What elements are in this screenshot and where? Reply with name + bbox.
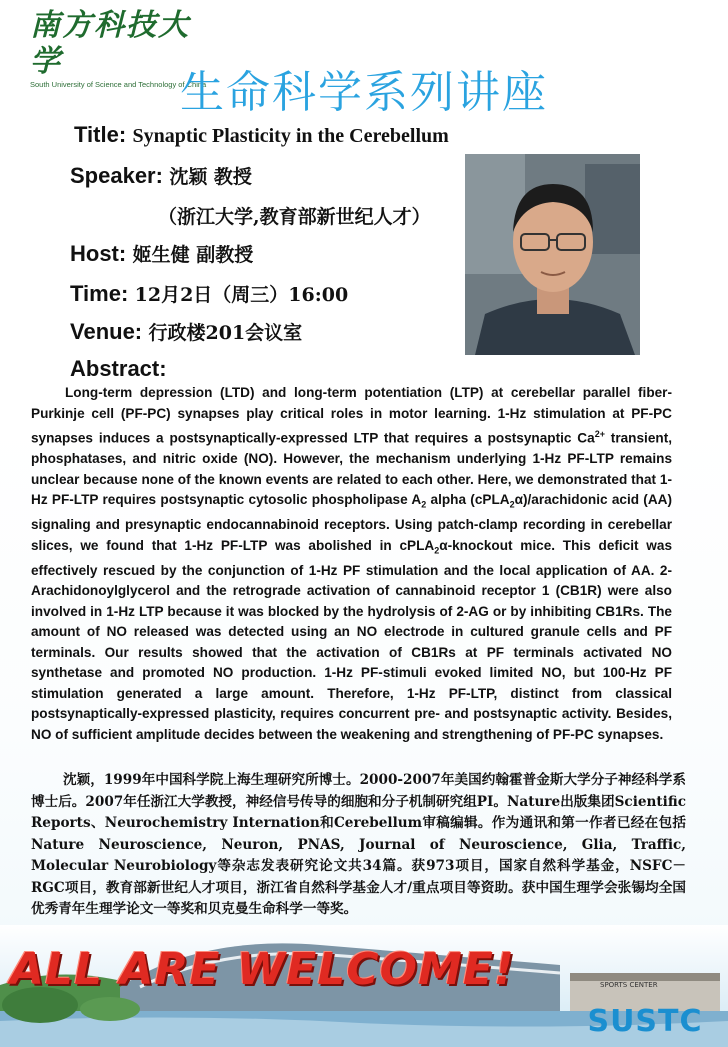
logo-english-name: South University of Science and Technology of China — [30, 80, 207, 89]
venue-value: 行政楼201会议室 — [148, 322, 303, 344]
sustc-logo-text: SUSTC — [587, 1004, 703, 1039]
welcome-banner-text: ALL ARE WELCOME! — [10, 944, 515, 995]
university-logo — [30, 8, 220, 89]
title-label: Title: — [74, 122, 127, 147]
speaker-biography: 沈颖，1999年中国科学院上海生理研究所博士。2000-2007年美国约翰霍普金斯大学分子神经科学系博士后。2007年任浙江大学教授，神经信号传导的细胞和分子机制研究组PI。Nature出版集团Scientific Reports、Neurochemistry Internation和Cerebellum审稿编辑。作为通讯和第一作者已经在包括Nature Neuroscience, Neuron, PNAS, Journal of Neuroscience, Glia, Traffic, Molecular Neurobiology等杂志发表研究论文共34篇。获973项目，国家自然科学基金，NSFC－RGC项目，教育部新世纪人才项目，浙江省自然科学基金人才/重点项目等资助。获中国生理学会张锡均全国优秀青年生理学论文一等奖和贝克曼生命科学一等奖。 — [31, 772, 686, 917]
abstract-sub-a2: 2 — [421, 499, 427, 510]
logo-chinese-name: 南方科技大学 — [30, 8, 190, 79]
time-label: Time: — [70, 281, 129, 306]
abstract-label: Abstract: — [70, 356, 167, 381]
abstract-heading-row — [70, 356, 167, 382]
abstract-sub-cpla-1: 2 — [509, 499, 515, 510]
time-value: 12月2日（周三）16:00 — [134, 284, 349, 306]
speaker-affiliation: （浙江大学,教育部新世纪人才） — [158, 206, 431, 228]
abstract-part-2: transient, phosphatases, and nitric oxide (NO). However, the mechanism underlying 1-Hz PF-LTP remains unclear because none of the known events are related to each other. Here, we demonstrated that 1-Hz PF-LTP requires postsynaptic cytosolic phospholipase A — [31, 430, 672, 508]
time-row — [70, 280, 348, 307]
abstract-part-4: α)/arachidonic acid (AA) signaling and presynaptic endocannabinoid receptors. Using patch-clamp recording in cerebellar slices, we found that 1-Hz PF-LTP was abolished in cPLA — [31, 492, 672, 553]
banner-sign-text: SPORTS CENTER — [600, 981, 658, 989]
host-value: 姬生健 副教授 — [132, 244, 254, 266]
speaker-row — [70, 162, 252, 189]
host-label: Host: — [70, 241, 127, 266]
abstract-sup-ca: 2+ — [594, 429, 605, 439]
abstract-sub-cpla-2: 2 — [434, 545, 440, 556]
speaker-affiliation-row — [158, 202, 431, 229]
venue-label: Venue: — [70, 319, 143, 344]
abstract-part-1: Long-term depression (LTD) and long-term potentiation (LTP) at cerebellar parallel fiber-Purkinje cell (PF-PC) synapses play critical roles in motor learning. 1-Hz stimulation at PF-PC synapses induces a postsynaptically-expressed LTP that requires a postsynaptic Ca — [31, 385, 672, 446]
speaker-photo — [465, 154, 640, 355]
abstract-text — [31, 383, 672, 745]
abstract-part-5: α-knockout mice. This deficit was effectively rescued by the conjunction of 1-Hz PF stimulation and the local application of AA. 2-Arachidonoylglycerol and the retrograde activation of cannabinoid receptor 1 (CB1R) were also involved in 1-Hz LTP because it was blocked by the hydrolysis of 2-AG or by inhibiting CB1Rs. The amount of NO released was detected using an NO electrode in cultured granule cells and PF terminals. Our results showed that the activation of CB1Rs at PF terminals activated NO synthetase and promoted NO production. 1-Hz PF-stimuli evoked limited NO, but 100-Hz PF stimulation generated a large amount. Therefore, 1-Hz PF-LTP, distinct from classical postsynaptically-expressed plasticity, requires concurrent pre- and postsynaptic activity. Besides, NO of sufficient amplitude decides between the weakening and strengthening of PF-PC synapses. — [31, 537, 672, 742]
series-title: 生命科学系列讲座 — [180, 67, 548, 118]
talk-title-row — [74, 122, 449, 148]
host-row — [70, 240, 253, 267]
speaker-label: Speaker: — [70, 163, 163, 188]
title-value: Synaptic Plasticity in the Cerebellum — [132, 125, 449, 147]
speaker-value: 沈颖 教授 — [169, 166, 252, 188]
abstract-part-3: alpha (cPLA — [426, 492, 510, 508]
venue-row — [70, 318, 302, 345]
